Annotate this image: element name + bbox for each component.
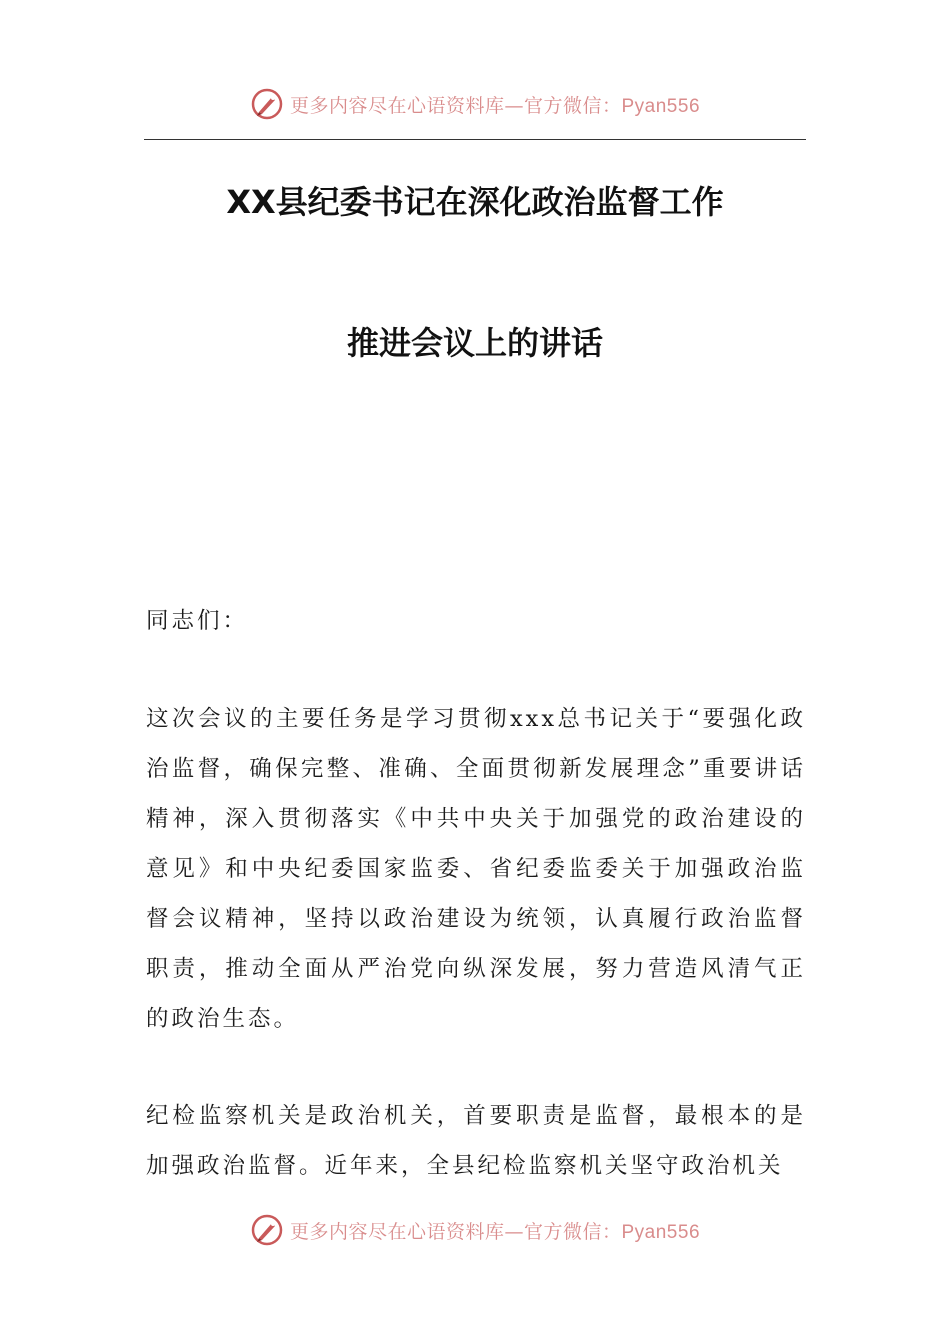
banner-handle: Pyan556 [621, 95, 701, 117]
paragraph-1: 这次会议的主要任务是学习贯彻xxx总书记关于“要强化政治监督，确保完整、准确、全面贯彻新发展理念”重要讲话精神，深入贯彻落实《中共中央关于加强党的政治建设的意见》和中央纪委国家监委、省纪委监委关于加强政治监督会议精神，坚持以政治建设为统领，认真履行政治监督职责，推动全面从严治党向纵深发展，努力营造风清气正的政治生态。 [146, 706, 806, 1032]
banner-label: 更多内容尽在心语资料库—官方微信： [289, 1220, 622, 1243]
header-banner [0, 84, 950, 124]
document-title-line-1: XX县纪委书记在深化政治监督工作 [226, 183, 724, 221]
header-divider [144, 139, 806, 140]
pen-logo-icon [250, 1213, 284, 1247]
document-title-line-2: 推进会议上的讲话 [346, 324, 603, 362]
banner-handle: Pyan556 [621, 1221, 701, 1243]
banner-text [290, 91, 700, 118]
banner-label: 更多内容尽在心语资料库—官方微信： [289, 94, 622, 117]
footer-banner [0, 1210, 950, 1250]
salutation: 同志们： [146, 608, 249, 634]
banner-text [290, 1217, 700, 1244]
pen-logo-icon [250, 87, 284, 121]
paragraph-2: 纪检监察机关是政治机关，首要职责是监督，最根本的是加强政治监督。近年来，全县纪检监察机关坚守政治机关 [146, 1103, 806, 1179]
